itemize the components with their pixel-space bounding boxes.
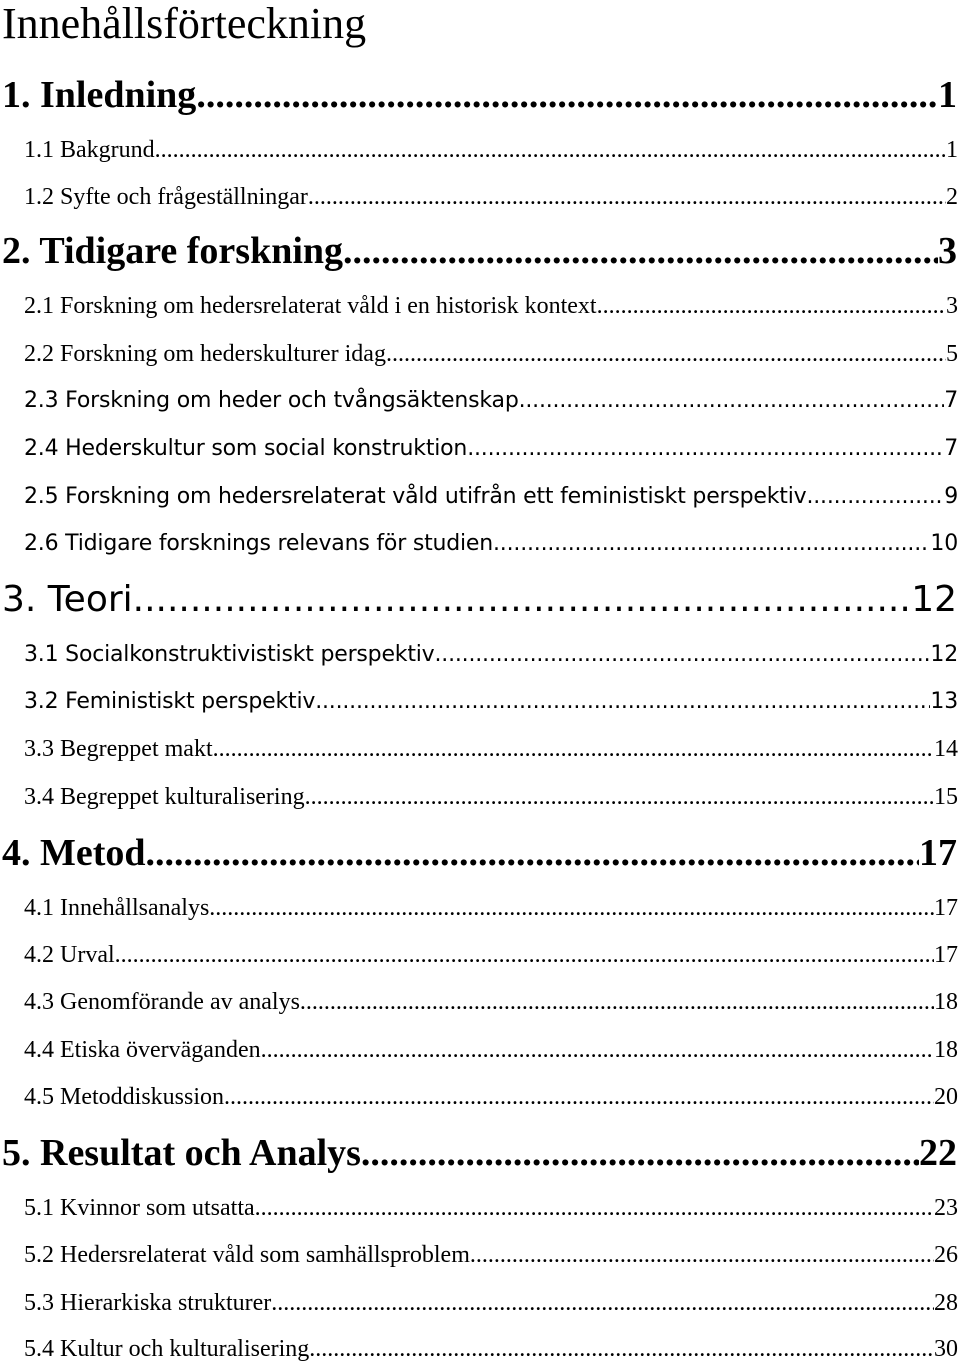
toc-leader-dots — [308, 182, 946, 212]
toc-leader-dots — [261, 1035, 934, 1065]
toc-leader-dots — [271, 1288, 934, 1318]
toc-entry-2-3[interactable] — [24, 386, 958, 416]
toc-entry-3[interactable] — [2, 577, 957, 623]
toc-entry-1-2[interactable] — [24, 182, 958, 212]
toc-entry-3-1[interactable] — [24, 640, 958, 670]
toc-leader-dots — [255, 1193, 934, 1223]
toc-leader-dots — [305, 782, 934, 812]
toc-entry-page: 18 — [934, 989, 958, 1015]
toc-entry-label: 4.5 Metoddiskussion — [24, 1084, 225, 1110]
toc-entry-2[interactable] — [2, 228, 957, 274]
toc-entry-2-1[interactable] — [24, 291, 958, 321]
toc-leader-dots — [470, 1240, 934, 1270]
toc-entry-3-3[interactable] — [24, 734, 958, 764]
toc-entry-label: 3.3 Begreppet makt — [24, 736, 213, 762]
toc-entry-page: 28 — [934, 1290, 958, 1316]
toc-entry-3-4[interactable] — [24, 782, 958, 812]
toc-leader-dots — [309, 1334, 934, 1364]
toc-leader-dots — [434, 640, 930, 670]
toc-entry-label: 4.3 Genomförande av analys — [24, 989, 300, 1015]
toc-entry-page: 7 — [944, 388, 958, 413]
toc-entry-page: 22 — [919, 1132, 957, 1174]
toc-entry-label: 2.4 Hederskultur som social konstruktion — [24, 436, 468, 461]
toc-entry-page: 1 — [938, 74, 957, 116]
toc-leader-dots — [493, 529, 930, 559]
toc-entry-label: 2. Tidigare forskning — [2, 230, 344, 272]
toc-entry-5-4[interactable] — [24, 1334, 958, 1364]
toc-entry-label: 4.2 Urval — [24, 942, 115, 968]
page-title: Innehållsförteckning — [2, 0, 367, 48]
toc-entry-label: 4. Metod — [2, 832, 146, 874]
toc-entry-page: 5 — [946, 341, 958, 367]
toc-entry-4-2[interactable] — [24, 940, 958, 970]
toc-entry-4-1[interactable] — [24, 893, 958, 923]
toc-entry-page: 12 — [911, 579, 957, 620]
toc-entry-label: 4.4 Etiska överväganden — [24, 1037, 261, 1063]
toc-entry-page: 26 — [934, 1242, 958, 1268]
toc-entry-label: 2.6 Tidigare forsknings relevans för studien — [24, 531, 494, 556]
toc-leader-dots — [146, 830, 919, 876]
toc-entry-label: 5.2 Hedersrelaterat våld som samhällsproblem — [24, 1242, 470, 1268]
toc-entry-label: 5.4 Kultur och kulturalisering — [24, 1336, 310, 1362]
toc-entry-page: 18 — [934, 1037, 958, 1063]
toc-leader-dots — [224, 1082, 934, 1112]
toc-entry-label: 3.4 Begreppet kulturalisering — [24, 784, 305, 810]
toc-leader-dots — [597, 291, 946, 321]
toc-entry-page: 15 — [934, 784, 958, 810]
toc-entry-4-5[interactable] — [24, 1082, 958, 1112]
toc-entry-5[interactable] — [2, 1130, 957, 1176]
toc-entry-label: 2.3 Forskning om heder och tvångsäktenskap — [24, 388, 519, 413]
toc-entry-1-1[interactable] — [24, 135, 958, 165]
toc-entry-page: 13 — [930, 689, 958, 714]
toc-entry-2-2[interactable] — [24, 339, 958, 369]
toc-entry-page: 20 — [934, 1084, 958, 1110]
toc-entry-page: 14 — [934, 736, 958, 762]
toc-leader-dots — [343, 228, 938, 274]
toc-leader-dots — [519, 386, 945, 416]
toc-leader-dots — [361, 1130, 919, 1176]
toc-entry-2-6[interactable] — [24, 529, 958, 559]
toc-entry-label: 3.1 Socialkonstruktivistiskt perspektiv — [24, 642, 435, 667]
toc-leader-dots — [209, 893, 934, 923]
toc-entry-2-5[interactable] — [24, 482, 958, 512]
toc-entry-label: 2.5 Forskning om hedersrelaterat våld utifrån ett feministiskt perspektiv — [24, 484, 807, 509]
toc-entry-4-3[interactable] — [24, 987, 958, 1017]
toc-entry-page: 3 — [946, 293, 958, 319]
toc-entry-page: 17 — [919, 832, 957, 874]
toc-entry-label: 1.1 Bakgrund — [24, 137, 155, 163]
toc-entry-1[interactable] — [2, 72, 957, 118]
toc-leader-dots — [315, 687, 930, 717]
toc-entry-page: 23 — [934, 1195, 958, 1221]
toc-leader-dots — [300, 987, 934, 1017]
toc-entry-label: 1.2 Syfte och frågeställningar — [24, 184, 308, 210]
toc-entry-3-2[interactable] — [24, 687, 958, 717]
toc-entry-page: 9 — [944, 484, 958, 509]
toc-entry-4-4[interactable] — [24, 1035, 958, 1065]
toc-entry-5-1[interactable] — [24, 1193, 958, 1223]
toc-entry-label: 3. Teori — [2, 579, 133, 620]
toc-leader-dots — [196, 72, 938, 118]
toc-leader-dots — [155, 135, 946, 165]
toc-entry-label: 5.3 Hierarkiska strukturer — [24, 1290, 272, 1316]
toc-entry-label: 2.2 Forskning om hederskulturer idag — [24, 341, 386, 367]
toc-entry-page: 17 — [934, 942, 958, 968]
toc-leader-dots — [115, 940, 934, 970]
toc-entry-page: 7 — [944, 436, 958, 461]
toc-entry-page: 10 — [930, 531, 958, 556]
toc-leader-dots — [806, 482, 944, 512]
toc-entry-page: 12 — [930, 642, 958, 667]
toc-entry-page: 30 — [934, 1336, 958, 1362]
toc-entry-2-4[interactable] — [24, 434, 958, 464]
toc-entry-page: 1 — [946, 137, 958, 163]
toc-entry-label: 5. Resultat och Analys — [2, 1132, 361, 1174]
toc-entry-label: 1. Inledning — [2, 74, 197, 116]
toc-leader-dots — [467, 434, 944, 464]
toc-entry-label: 4.1 Innehållsanalys — [24, 895, 210, 921]
toc-leader-dots — [133, 577, 912, 623]
toc-entry-label: 2.1 Forskning om hedersrelaterat våld i en historisk kontext — [24, 293, 597, 319]
toc-entry-label: 3.2 Feministiskt perspektiv — [24, 689, 316, 714]
toc-leader-dots — [213, 734, 934, 764]
toc-leader-dots — [386, 339, 946, 369]
toc-entry-page: 3 — [938, 230, 957, 272]
toc-entry-5-2[interactable] — [24, 1240, 958, 1270]
toc-entry-5-3[interactable] — [24, 1288, 958, 1318]
toc-entry-label: 5.1 Kvinnor som utsatta — [24, 1195, 255, 1221]
toc-entry-4[interactable] — [2, 830, 957, 876]
toc-entry-page: 2 — [946, 184, 958, 210]
toc-entry-page: 17 — [934, 895, 958, 921]
